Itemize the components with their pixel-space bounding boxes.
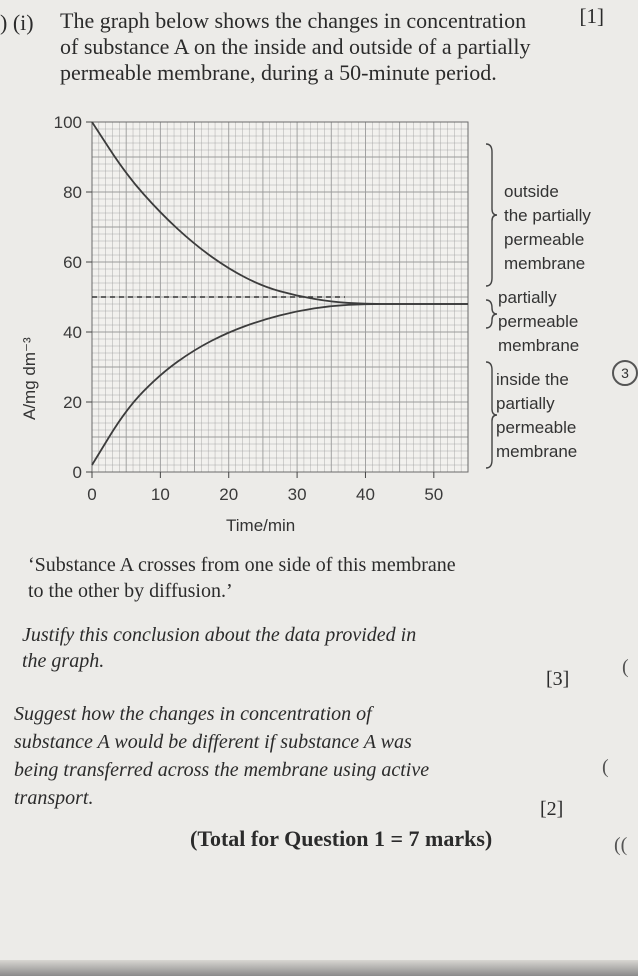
outside-label-line: outside <box>504 182 559 201</box>
x-tick-label: 50 <box>424 485 444 504</box>
quote-line: ‘Substance A crosses from one side of this membrane <box>28 554 456 576</box>
suggest-prompt <box>14 700 574 812</box>
suggest-line: Suggest how the changes in concentration of <box>14 703 372 725</box>
x-axis-label: Time/min <box>226 516 296 535</box>
y-axis-label: A/mg dm⁻³ <box>20 337 39 420</box>
inside-label <box>496 368 577 464</box>
page-bottom-edge <box>0 960 638 976</box>
margin-paren: (( <box>614 834 628 856</box>
inside-label-line: inside the <box>496 370 569 389</box>
y-tick-label: 80 <box>63 183 82 202</box>
x-tick-label: 30 <box>287 485 307 504</box>
membrane-label <box>498 286 579 358</box>
suggest-line: transport. <box>14 787 94 809</box>
total-marks: (Total for Question 1 = 7 marks) <box>190 826 493 851</box>
margin-badge: 3 <box>612 360 638 386</box>
intro-line-2: of substance A on the inside and outside of a partially <box>60 34 531 59</box>
outside-label <box>504 180 591 276</box>
justify-mark: [3] <box>546 668 570 690</box>
y-tick-label: 40 <box>63 323 82 342</box>
quote <box>28 552 588 604</box>
outside-label-line: permeable <box>504 230 585 249</box>
inside-label-line: partially <box>496 394 555 413</box>
margin-paren: ( <box>622 656 629 678</box>
intro-line-1: The graph below shows the changes in concentration <box>60 8 527 33</box>
y-tick-label: 100 <box>53 113 82 132</box>
inside-label-line: membrane <box>496 442 578 461</box>
membrane-label-line: partially <box>498 288 557 307</box>
outside-label-line: membrane <box>504 254 586 273</box>
x-tick-label: 0 <box>87 485 97 504</box>
x-tick-label: 20 <box>219 485 239 504</box>
membrane-label-line: membrane <box>498 336 580 355</box>
intro-line-3: permeable membrane, during a 50-minute period. <box>60 60 497 85</box>
previous-mark: [1] <box>579 4 604 28</box>
suggest-line: being transferred across the membrane using active <box>14 759 430 781</box>
membrane-label-line: permeable <box>498 312 579 331</box>
x-tick-label: 10 <box>150 485 170 504</box>
y-tick-label: 20 <box>63 393 82 412</box>
y-tick-label: 0 <box>72 463 82 482</box>
outside-label-line: the partially <box>504 206 591 225</box>
question-intro <box>60 8 600 86</box>
suggest-line: substance A would be different if substance A was <box>14 731 412 753</box>
justify-prompt <box>22 622 582 674</box>
y-tick-label: 60 <box>63 253 82 272</box>
inside-label-line: permeable <box>496 418 577 437</box>
justify-line: Justify this conclusion about the data provided in <box>22 624 417 646</box>
justify-line: the graph. <box>22 650 105 672</box>
outside-brace <box>486 144 497 286</box>
membrane-brace <box>486 300 497 328</box>
margin-paren: ( <box>602 756 609 778</box>
quote-line: to the other by diffusion.’ <box>28 580 233 602</box>
suggest-mark: [2] <box>540 798 564 820</box>
question-number: ) (i) <box>0 10 34 35</box>
graph-area <box>0 110 638 550</box>
x-tick-label: 40 <box>355 485 375 504</box>
